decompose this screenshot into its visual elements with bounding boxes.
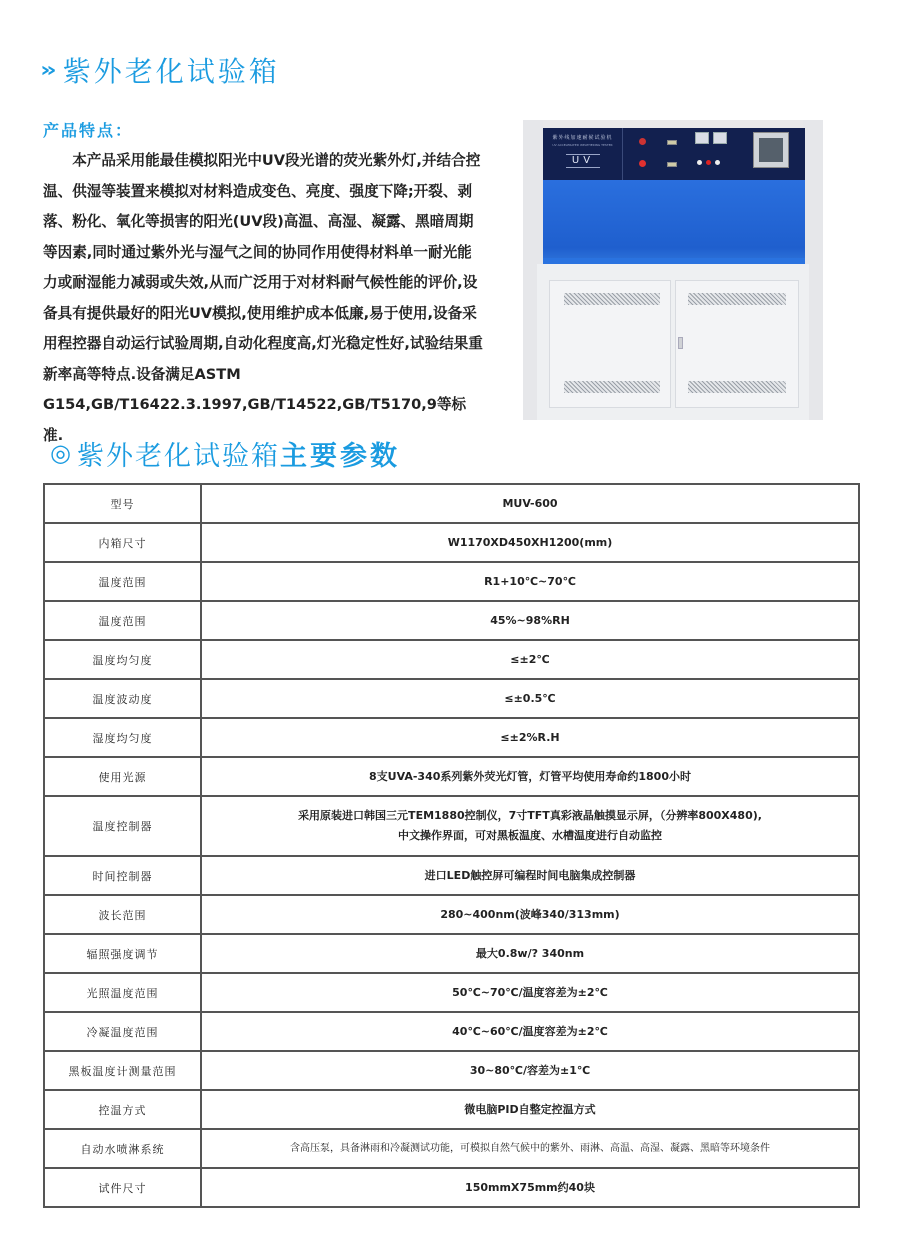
features-paragraph: 本产品采用能最佳模拟阳光中UV段光谱的荧光紫外灯,并结合控温、供湿等装置来模拟对材料造成变色、亮度、强度下降;开裂、剥落、粉化、氧化等损害的阳光(UV段)高温、高湿、凝露、黑暗周期等因素,同时通过紫外光与湿气之间的协同作用使得材料单一耐光能力或耐湿能力减弱或失效,从而广泛用于对材料耐气候性能的评价,设备具有提供最好的阳光UV模拟,使用维护成本低廉,易于使用,设备采用程控器自动运行试验周期,自动化程度高,灯光稳定性好,试验结果重新率高等特点.设备满足ASTM G154,GB/T16422.3.1997,GB/T14522,GB/T5170,9等标准. bbox=[43, 152, 483, 444]
params-section-title bbox=[50, 433, 400, 473]
table-row bbox=[44, 718, 859, 757]
spec-key: 辐照强度调节 bbox=[44, 934, 201, 973]
spec-value: 50℃~70℃/温度容差为±2℃ bbox=[201, 973, 859, 1012]
spec-key: 温度范围 bbox=[44, 562, 201, 601]
indicator-icon bbox=[697, 160, 702, 165]
spec-value: 40℃~60℃/温度容差为±2℃ bbox=[201, 1012, 859, 1051]
spec-value: 45%~98%RH bbox=[201, 601, 859, 640]
spec-value: 含高压泵，具备淋雨和冷凝测试功能，可模拟自然气候中的紫外、雨淋、高温、高湿、凝露、黑暗等环境条件 bbox=[201, 1129, 859, 1168]
stop-button-icon bbox=[639, 160, 646, 167]
table-row bbox=[44, 679, 859, 718]
panel-uv-badge: UV bbox=[566, 154, 600, 168]
spec-value: ≤±2%R.H bbox=[201, 718, 859, 757]
timer-icon bbox=[667, 140, 677, 145]
spec-value: ≤±0.5℃ bbox=[201, 679, 859, 718]
page-title-text: 紫外老化试验箱 bbox=[62, 55, 280, 88]
vent-grille bbox=[564, 293, 660, 305]
timer-icon bbox=[667, 162, 677, 167]
spec-value: R1+10℃~70℃ bbox=[201, 562, 859, 601]
spec-value: 进口LED触控屏可编程时间电脑集成控制器 bbox=[201, 856, 859, 895]
spec-key: 黑板温度计测量范围 bbox=[44, 1051, 201, 1090]
features-description bbox=[43, 146, 483, 451]
lcd-display bbox=[759, 138, 783, 162]
page-title bbox=[40, 50, 280, 90]
table-row bbox=[44, 1168, 859, 1207]
table-row bbox=[44, 1051, 859, 1090]
table-row bbox=[44, 601, 859, 640]
table-row bbox=[44, 1129, 859, 1168]
spec-value: 8支UVA-340系列紫外荧光灯管，灯管平均使用寿命约1800小时 bbox=[201, 757, 859, 796]
table-row bbox=[44, 796, 859, 856]
spec-value: 30~80℃/容差为±1℃ bbox=[201, 1051, 859, 1090]
table-row bbox=[44, 523, 859, 562]
spec-table bbox=[43, 483, 860, 1208]
touch-screen bbox=[753, 132, 789, 168]
features-label: 产品特点： bbox=[43, 121, 134, 140]
panel-title-cn: 紫外线加速耐候试验机 bbox=[552, 135, 613, 141]
params-title-light: 紫外老化试验箱 bbox=[76, 440, 280, 472]
table-row bbox=[44, 1012, 859, 1051]
indicator-icon bbox=[715, 160, 720, 165]
vent-grille bbox=[688, 293, 786, 305]
spec-key: 温度波动度 bbox=[44, 679, 201, 718]
double-circle-icon: ◎ bbox=[50, 439, 73, 467]
spec-value: 280~400nm(波峰340/313mm) bbox=[201, 895, 859, 934]
spec-key: 冷凝温度范围 bbox=[44, 1012, 201, 1051]
vent-grille bbox=[688, 381, 786, 393]
spec-key: 温度范围 bbox=[44, 601, 201, 640]
cabinet-body bbox=[537, 264, 809, 420]
table-row bbox=[44, 640, 859, 679]
table-row bbox=[44, 1090, 859, 1129]
spec-key: 湿度均匀度 bbox=[44, 718, 201, 757]
spec-key: 控温方式 bbox=[44, 1090, 201, 1129]
door-handle bbox=[678, 337, 683, 349]
blue-lid bbox=[543, 180, 805, 260]
spec-value: 150mmX75mm约40块 bbox=[201, 1168, 859, 1207]
spec-value: MUV-600 bbox=[201, 484, 859, 523]
product-photo bbox=[523, 120, 823, 422]
gauge-icon bbox=[695, 132, 709, 144]
power-switch-icon bbox=[639, 138, 646, 145]
spec-key: 试件尺寸 bbox=[44, 1168, 201, 1207]
params-title-bold: 主要参数 bbox=[279, 440, 400, 472]
spec-key: 型号 bbox=[44, 484, 201, 523]
spec-value: 最大0.8w/? 340nm bbox=[201, 934, 859, 973]
spec-key: 使用光源 bbox=[44, 757, 201, 796]
spec-value: W1170XD450XH1200(mm) bbox=[201, 523, 859, 562]
control-panel bbox=[543, 128, 805, 184]
panel-title-en: UV ACCELERATED WEATHERING TESTER bbox=[552, 143, 613, 147]
panel-nameplate bbox=[543, 128, 623, 184]
table-row bbox=[44, 895, 859, 934]
table-row bbox=[44, 856, 859, 895]
gauge-icon bbox=[713, 132, 727, 144]
spec-key: 波长范围 bbox=[44, 895, 201, 934]
table-row bbox=[44, 484, 859, 523]
table-row bbox=[44, 934, 859, 973]
spec-value-line: 采用原装进口韩国三元TEM1880控制仪，7寸TFT真彩液晶触摸显示屏，（分辨率800X480), bbox=[298, 809, 762, 822]
spec-value-line: 中文操作界面，可对黑板温度、水槽温度进行自动监控 bbox=[398, 829, 662, 842]
spec-key: 内箱尺寸 bbox=[44, 523, 201, 562]
spec-value: ≤±2℃ bbox=[201, 640, 859, 679]
spec-key: 自动水喷淋系统 bbox=[44, 1129, 201, 1168]
spec-value: 微电脑PID自整定控温方式 bbox=[201, 1090, 859, 1129]
spec-key: 时间控制器 bbox=[44, 856, 201, 895]
spec-key: 温度控制器 bbox=[44, 796, 201, 856]
spec-value bbox=[201, 796, 859, 856]
double-chevron-icon: » bbox=[40, 58, 49, 82]
cabinet-door-left bbox=[549, 280, 671, 408]
indicator-icon bbox=[706, 160, 711, 165]
spec-key: 光照温度范围 bbox=[44, 973, 201, 1012]
spec-key: 温度均匀度 bbox=[44, 640, 201, 679]
vent-grille bbox=[564, 381, 660, 393]
table-row bbox=[44, 973, 859, 1012]
table-row bbox=[44, 562, 859, 601]
table-row bbox=[44, 757, 859, 796]
cabinet-door-right bbox=[675, 280, 799, 408]
